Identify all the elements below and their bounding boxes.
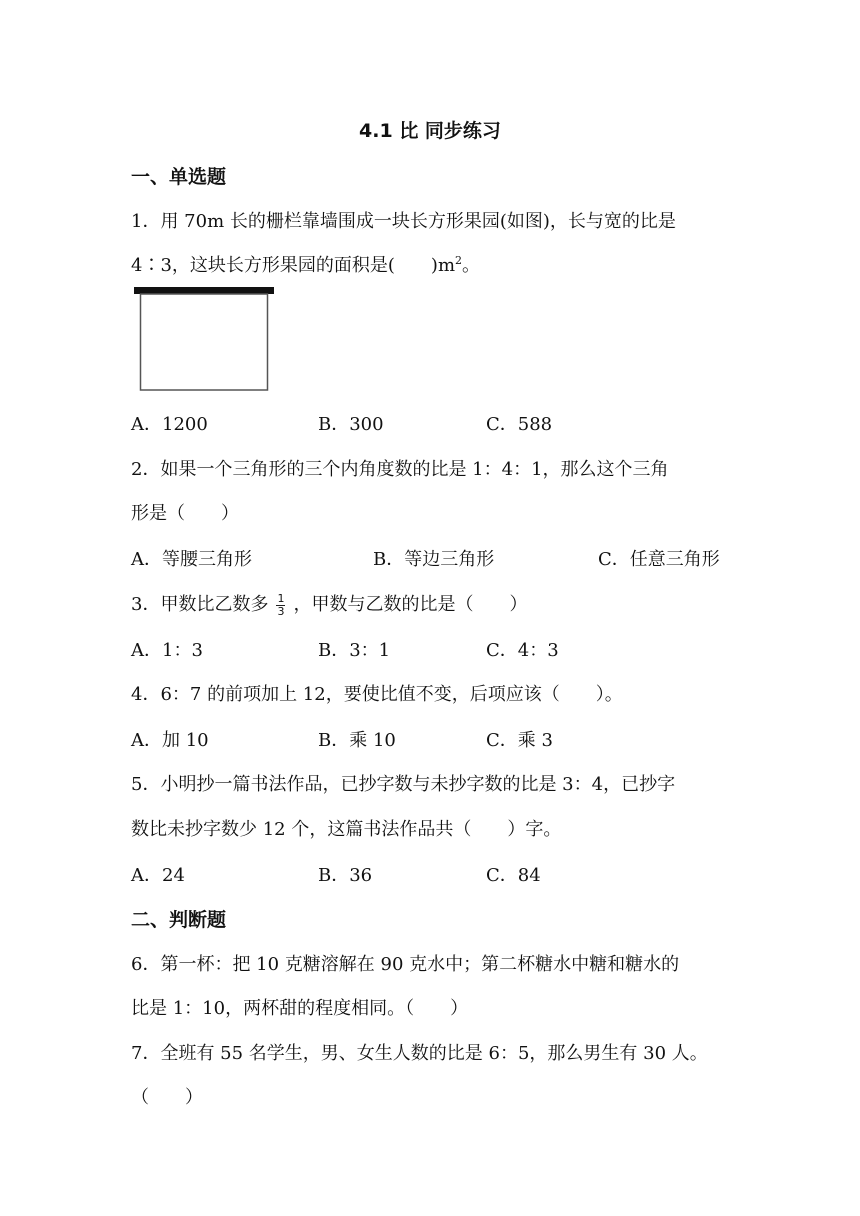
question-4-line: 4．6：7 的前项加上 12，要使比值不变，后项应该（ ）。 (131, 684, 623, 705)
orchard-wall-figure (134, 286, 276, 394)
question-4-option-a[interactable]: A．加 10 (131, 730, 209, 751)
question-3-option-c[interactable]: C．4：3 (486, 640, 559, 661)
question-5-line-2: 数比未抄字数少 12 个，这篇书法作品共（ ）字。 (131, 819, 562, 840)
question-2-option-b[interactable]: B．等边三角形 (373, 549, 495, 570)
page-title: 4.1 比 同步练习 (359, 120, 501, 142)
question-7-line-2: （ ） (131, 1087, 203, 1108)
fraction-one-third (276, 593, 285, 618)
question-5-option-b[interactable]: B．36 (318, 865, 373, 886)
question-4-option-b[interactable]: B．乘 10 (318, 730, 396, 751)
question-3-text-post: ，甲数与乙数的比是（ ） (293, 594, 528, 615)
section-heading-true-false: 二、判断题 (131, 909, 227, 931)
question-1-option-b[interactable]: B．300 (318, 414, 384, 435)
question-1-line-2 (131, 251, 480, 277)
question-1-option-c[interactable]: C．588 (486, 414, 553, 435)
question-6-line-1: 6．第一杯：把 10 克糖溶解在 90 克水中；第二杯糖水中糖和糖水的 (131, 954, 680, 975)
question-3-option-a[interactable]: A．1：3 (131, 640, 203, 661)
question-1-option-a[interactable]: A．1200 (131, 414, 208, 435)
question-5-line-1: 5．小明抄一篇书法作品，已抄字数与未抄字数的比是 3：4，已抄字 (131, 774, 676, 795)
question-7-line-1: 7．全班有 55 名学生，男、女生人数的比是 6：5，那么男生有 30 人。 (131, 1043, 708, 1064)
question-3-option-b[interactable]: B．3：1 (318, 640, 391, 661)
section-heading-single-choice: 一、单选题 (131, 166, 227, 188)
superscript-two: 2 (455, 254, 463, 267)
question-2-option-c[interactable]: C．任意三角形 (598, 549, 720, 570)
question-6-line-2: 比是 1：10，两杯甜的程度相同。（ ） (131, 998, 469, 1019)
orchard-rectangle (141, 294, 268, 390)
question-1-line-2-end: 。 (462, 255, 481, 276)
question-5-option-c[interactable]: C．84 (486, 865, 541, 886)
wall-bar (134, 287, 274, 294)
fraction-numerator: 1 (277, 591, 285, 605)
question-4-option-c[interactable]: C．乘 3 (486, 730, 553, 751)
question-2-line-1: 2．如果一个三角形的三个内角度数的比是 1：4：1，那么这个三角 (131, 459, 669, 480)
question-2-option-a[interactable]: A．等腰三角形 (131, 549, 252, 570)
question-2-line-2: 形是（ ） (131, 503, 239, 524)
question-3-text-pre: 3．甲数比乙数多 (131, 594, 269, 615)
question-5-option-a[interactable]: A．24 (131, 865, 185, 886)
fraction-denominator: 3 (277, 604, 285, 618)
question-1-line-1: 1．用 70m 长的栅栏靠墙围成一块长方形果园(如图)，长与宽的比是 (131, 211, 676, 232)
question-3-line (131, 590, 527, 618)
question-1-line-2-text: 4∶3，这块长方形果园的面积是( )m (131, 255, 456, 276)
